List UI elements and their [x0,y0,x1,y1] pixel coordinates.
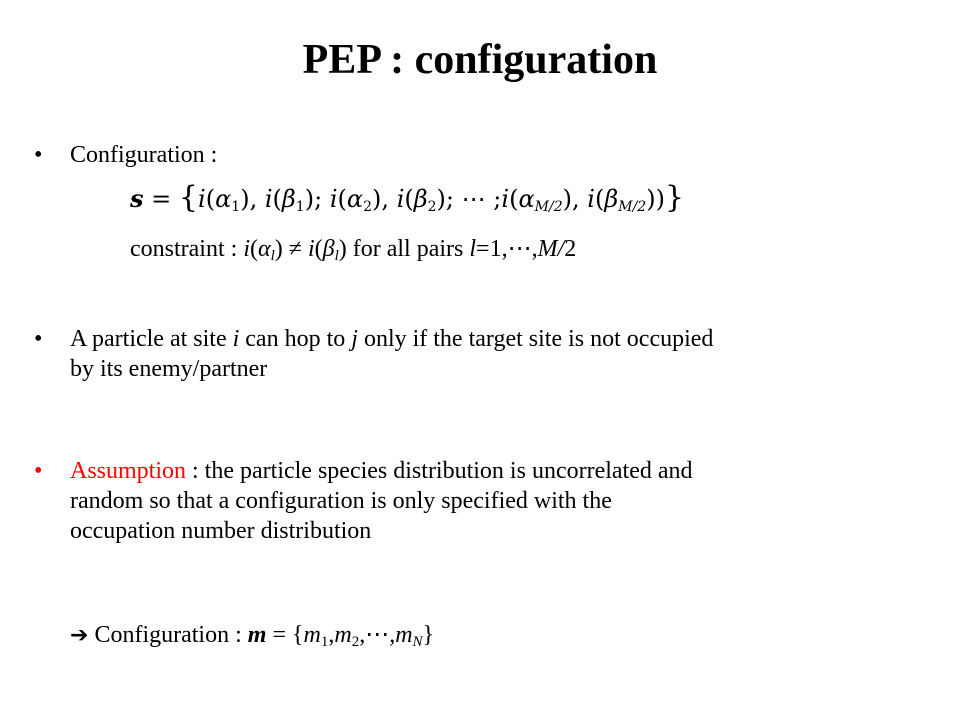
bullet-dot: • [34,458,43,484]
configuration-conclusion: ➔ Configuration : $m = \{m_1,m_2,\cdots,m_N\}$ [70,622,435,650]
assumption-line-3: occupation number distribution [70,518,372,544]
bullet-hopping-line-2: by its enemy/partner [70,356,268,382]
right-arrow-icon: ➔ [70,623,89,648]
bullet-hopping-rule [70,324,950,384]
constraint-line: constraint : $i(\alpha_l) \ne i(\beta_l)$ for all pairs l=1,⋯,M/2 [130,236,577,264]
configuration-formula: $s = \{i(\alpha_1)$, $i(\beta_1)$; $i(\alpha_2)$, $i(\beta_2)$; ⋯ $;i(\alpha_{M/2})$, $i(\beta_{M/2})$)} [130,180,685,215]
bullet-dot: • [34,326,43,352]
bullet-assumption [70,456,950,546]
bullet-configuration-label: Configuration : [70,142,218,168]
bullet-dot: • [34,142,43,168]
slide-title: PEP : configuration [302,37,658,83]
bullet-hopping-line-1: A particle at site i can hop to j only if the target site is not occupied [70,326,714,352]
assumption-line-2: random so that a configuration is only specified with the [70,488,612,514]
assumption-highlight: Assumption [70,458,187,484]
assumption-line-1: Assumption : the particle species distribution is uncorrelated and [70,458,693,484]
